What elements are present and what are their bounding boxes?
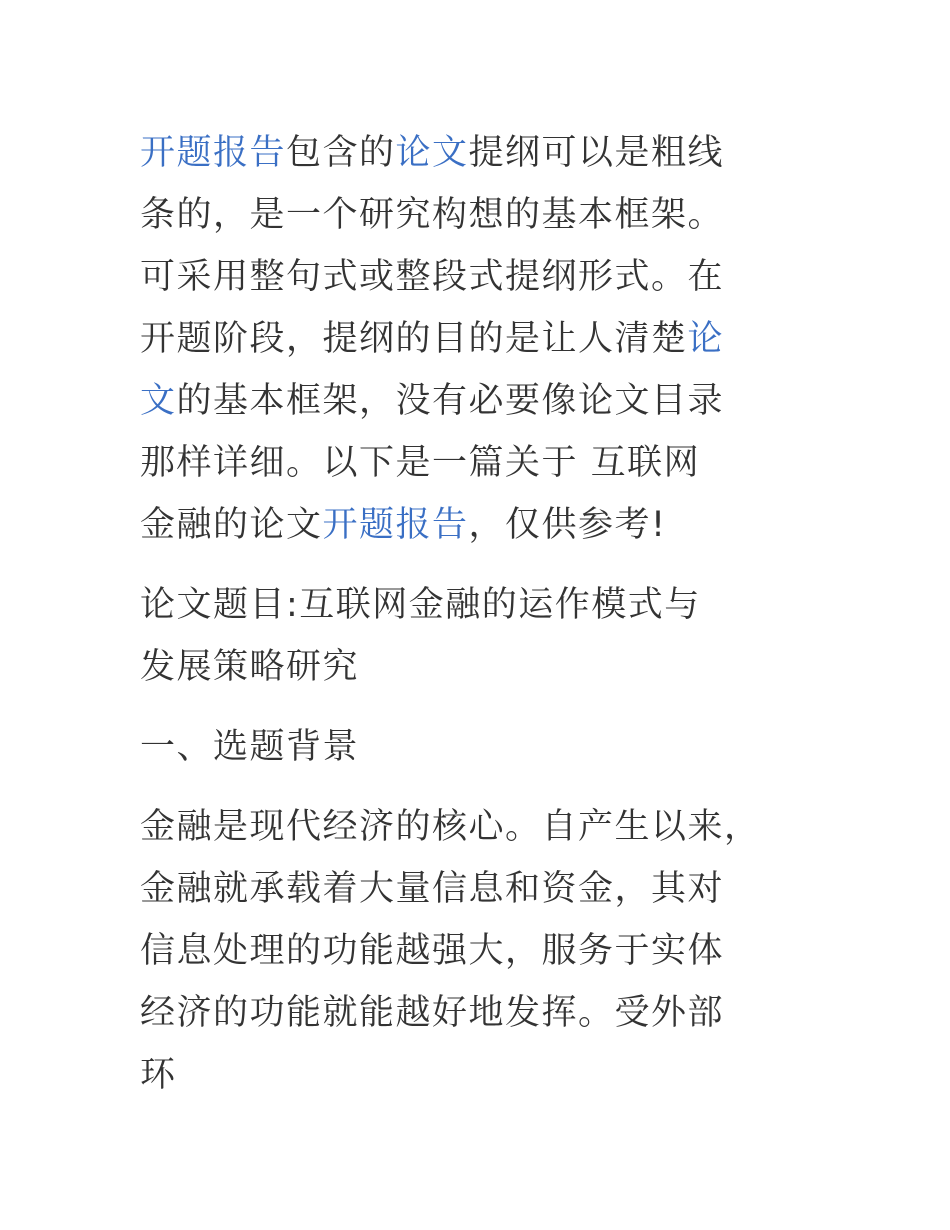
intro-line	[140, 432, 840, 494]
body-line: 金融是现代经济的核心。自产生以来，	[140, 807, 761, 847]
intro-paragraph	[140, 122, 840, 556]
intro-line	[140, 370, 840, 432]
intro-text: 开题阶段，提纲的目的是让人清楚	[140, 319, 688, 359]
keyword-link[interactable]: 开题报告	[322, 505, 469, 545]
body-line: 金融就承载着大量信息和资金，其对	[140, 869, 725, 909]
keyword-link[interactable]: 论文	[395, 133, 469, 173]
intro-text: 条的，是一个研究构想的基本框架。	[140, 195, 725, 235]
paper-title	[140, 574, 840, 698]
body-line: 经济的功能就能越好地发挥。受外部	[140, 993, 725, 1033]
intro-line	[140, 184, 840, 246]
intro-text: 金融的论文	[140, 505, 323, 545]
paper-title-line: 论文题目:互联网金融的运作模式与	[140, 585, 701, 625]
paper-title-line: 发展策略研究	[140, 647, 360, 687]
intro-text: ，仅供参考!	[468, 505, 667, 545]
intro-line	[140, 122, 840, 184]
intro-text: 的基本框架，没有必要像论文目录	[176, 381, 725, 421]
keyword-link[interactable]: 开题报告	[140, 133, 287, 173]
intro-line	[140, 308, 840, 370]
intro-line	[140, 494, 840, 556]
keyword-link[interactable]: 论	[687, 319, 725, 359]
body-line: 信息处理的功能越强大，服务于实体	[140, 931, 725, 971]
intro-text: 提纲可以是粗线	[468, 133, 725, 173]
body-line: 环	[140, 1055, 177, 1095]
intro-text: 包含的	[286, 133, 396, 173]
section-heading-text: 一、选题背景	[140, 727, 360, 767]
intro-text: 那样详细。以下是一篇关于 互联网	[140, 443, 701, 483]
body-paragraph	[140, 796, 840, 1106]
section-heading	[140, 716, 840, 778]
keyword-link[interactable]: 文	[140, 381, 177, 421]
intro-line	[140, 246, 840, 308]
document-page	[140, 122, 840, 1124]
intro-text: 可采用整句式或整段式提纲形式。在	[140, 257, 725, 297]
